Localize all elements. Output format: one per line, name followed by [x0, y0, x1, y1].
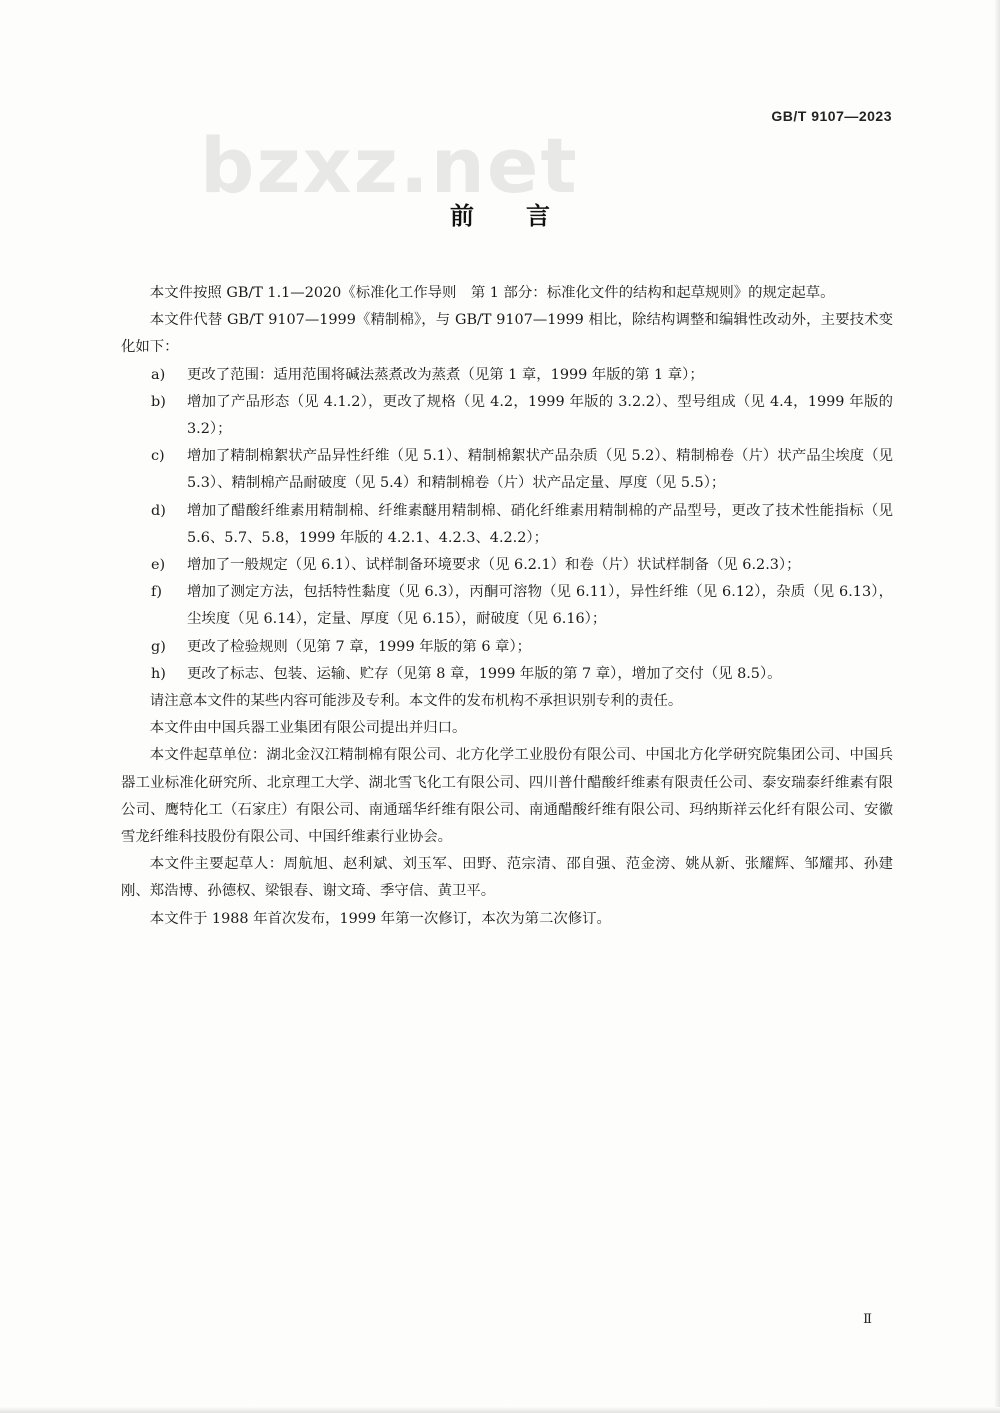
foreword-body — [121, 280, 893, 933]
change-item-marker: a) — [151, 366, 166, 383]
change-item-marker: b) — [151, 393, 166, 410]
paragraph-patent-notice: 请注意本文件的某些内容可能涉及专利。本文件的发布机构不承担识别专利的责任。 — [149, 693, 683, 710]
change-item-text: 更改了标志、包装、运输、贮存（见第 8 章，1999 年版的第 7 章），增加了交付（见 8.5）。 — [187, 665, 782, 682]
change-item-c — [121, 443, 893, 497]
change-item-a — [121, 362, 893, 389]
page-edge-bottom — [0, 1407, 1000, 1413]
change-item-text: 更改了范围：适用范围将碱法蒸煮改为蒸煮（见第 1 章，1999 年版的第 1 章）； — [187, 366, 704, 383]
change-item-marker: e) — [151, 557, 166, 574]
change-item-h — [121, 661, 893, 688]
change-item-marker: d) — [151, 502, 166, 519]
paragraph-replaces: 本文件代替 GB/T 9107—1999《精制棉》，与 GB/T 9107—1999 相比，除结构调整和编辑性改动外，主要技术变化如下： — [121, 312, 893, 356]
paragraph-drafting-units: 本文件起草单位：湖北金汉江精制棉有限公司、北方化学工业股份有限公司、中国北方化学研究院集团公司、中国兵器工业标准化研究所、北京理工大学、湖北雪飞化工有限公司、四川普什醋酸纤维素有限责任公司、泰安瑞泰纤维素有限公司、鹰特化工（石家庄）有限公司、南通瑶华纤维有限公司、南通醋酸纤维有限公司、玛纳斯祥云化纤有限公司、安徽雪龙纤维科技股份有限公司、中国纤维素行业协会。 — [121, 747, 893, 846]
change-item-e — [121, 552, 893, 579]
paragraph-drafters: 本文件主要起草人：周航旭、赵利斌、刘玉军、田野、范宗清、邵自强、范金滂、姚从新、张耀辉、邹耀邦、孙建刚、郑浩博、孙德权、梁银春、谢文琦、季守信、黄卫平。 — [121, 856, 893, 900]
change-item-f — [121, 579, 893, 633]
change-item-d — [121, 498, 893, 552]
change-item-text: 增加了产品形态（见 4.1.2），更改了规格（见 4.2，1999 年版的 3.2.2）、型号组成（见 4.4，1999 年版的 3.2）； — [187, 393, 893, 438]
standard-code: GB/T 9107—2023 — [771, 108, 892, 124]
change-item-text: 增加了一般规定（见 6.1）、试样制备环境要求（见 6.2.1）和卷（片）状试样制备（见 6.2.3）； — [187, 557, 801, 574]
paragraph-proposer: 本文件由中国兵器工业集团有限公司提出并归口。 — [149, 720, 467, 737]
page-title: 前言 — [450, 202, 602, 230]
change-item-b — [121, 389, 893, 443]
change-item-g — [121, 634, 893, 661]
change-item-text: 增加了醋酸纤维素用精制棉、纤维素醚用精制棉、硝化纤维素用精制棉的产品型号，更改了技术性能指标（见 5.6、5.7、5.8，1999 年版的 4.2.1、4.2.3、4.2.2）； — [187, 502, 893, 546]
watermark: bzxz.net — [200, 121, 579, 210]
change-item-text: 更改了检验规则（见第 7 章，1999 年版的第 6 章）； — [187, 638, 532, 655]
change-item-marker: f) — [151, 584, 162, 601]
change-item-text: 增加了测定方法，包括特性黏度（见 6.3），丙酮可溶物（见 6.11），异性纤维（见 6.12），杂质（见 6.13），尘埃度（见 6.14），定量、厚度（见 6.15），耐破度（见 6.16）； — [187, 584, 893, 628]
paragraph-history: 本文件于 1988 年首次发布，1999 年第一次修订，本次为第二次修订。 — [149, 910, 611, 927]
paragraph-drafting-rules: 本文件按照 GB/T 1.1—2020《标准化工作导则 第 1 部分：标准化文件的结构和起草规则》的规定起草。 — [149, 285, 835, 301]
change-item-text: 增加了精制棉絮状产品异性纤维（见 5.1）、精制棉絮状产品杂质（见 5.2）、精制棉卷（片）状产品尘埃度（见 5.3）、精制棉产品耐破度（见 5.4）和精制棉卷（片）状产品定量、厚度（见 5.5）； — [187, 448, 893, 492]
change-item-marker: g) — [151, 638, 166, 655]
page-number: Ⅱ — [863, 1312, 872, 1327]
change-item-marker: h) — [151, 665, 166, 682]
change-item-marker: c) — [151, 448, 165, 465]
